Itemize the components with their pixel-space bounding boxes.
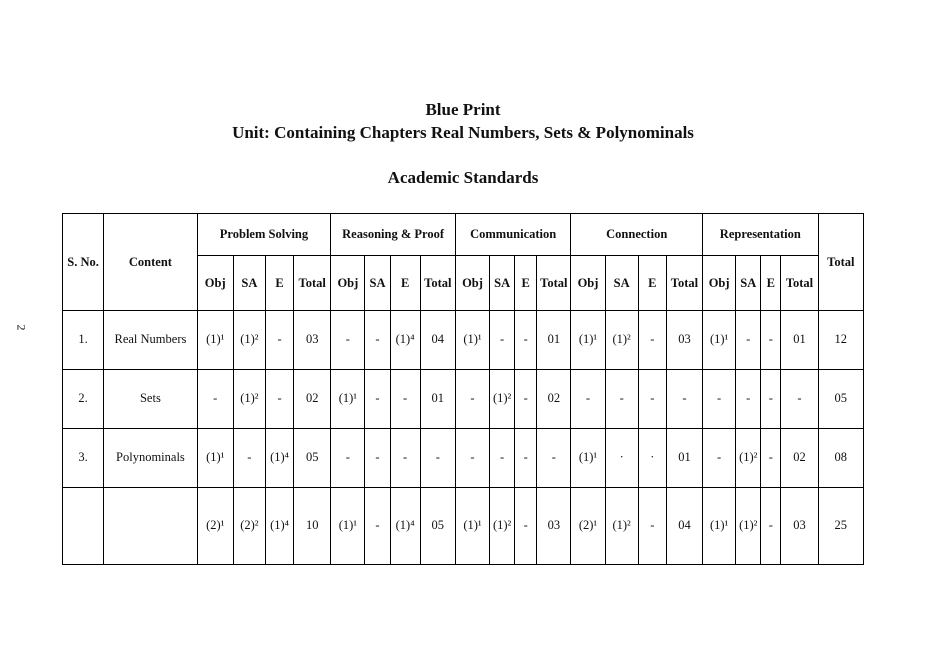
cell-value: -: [265, 369, 293, 428]
cell-value: 03: [294, 311, 331, 370]
cell-value: 10: [294, 487, 331, 564]
cell-value: 05: [294, 428, 331, 487]
cell-value: 03: [781, 487, 818, 564]
cell-value: (2)²: [233, 487, 265, 564]
table-row: [63, 428, 864, 487]
cell-value: (1)²: [736, 487, 761, 564]
cell-value: -: [736, 311, 761, 370]
cell-value: 01: [666, 428, 702, 487]
cell-value: (1)¹: [571, 311, 605, 370]
header-group: Communication: [455, 214, 571, 256]
blueprint-table: [62, 213, 864, 565]
header-group: Reasoning & Proof: [331, 214, 456, 256]
cell-value: (1)²: [233, 369, 265, 428]
cell-value: (1)⁴: [265, 428, 293, 487]
header-sno: S. No.: [63, 214, 104, 311]
cell-value: (1)²: [605, 487, 638, 564]
subheader: E: [761, 256, 781, 311]
cell-value: (1)¹: [703, 487, 736, 564]
cell-value: -: [638, 487, 666, 564]
cell-value: 01: [781, 311, 818, 370]
cell-sno: [63, 487, 104, 564]
subheader: E: [265, 256, 293, 311]
subheader: E: [390, 256, 420, 311]
cell-value: -: [455, 369, 489, 428]
page-number: 2: [14, 324, 29, 331]
cell-value: -: [761, 311, 781, 370]
cell-value: (1)¹: [197, 428, 233, 487]
header-group: Representation: [703, 214, 819, 256]
cell-value: -: [390, 369, 420, 428]
subheader: SA: [490, 256, 515, 311]
cell-value: (1)⁴: [390, 487, 420, 564]
cell-value: 01: [420, 369, 455, 428]
cell-value: -: [703, 428, 736, 487]
cell-value: 02: [294, 369, 331, 428]
cell-value: 02: [781, 428, 818, 487]
cell-value: -: [420, 428, 455, 487]
cell-value: -: [365, 369, 390, 428]
subheader: SA: [736, 256, 761, 311]
cell-total: 12: [818, 311, 863, 370]
cell-value: -: [365, 428, 390, 487]
cell-value: -: [515, 428, 537, 487]
table-row: [63, 369, 864, 428]
subheader: Obj: [455, 256, 489, 311]
cell-value: (1)¹: [455, 487, 489, 564]
cell-total: 05: [818, 369, 863, 428]
cell-value: -: [638, 369, 666, 428]
cell-value: -: [781, 369, 818, 428]
cell-total: 25: [818, 487, 863, 564]
subheader: Obj: [703, 256, 736, 311]
cell-value: ·: [638, 428, 666, 487]
cell-content: Sets: [104, 369, 197, 428]
cell-value: -: [365, 487, 390, 564]
cell-value: (1)¹: [331, 487, 365, 564]
cell-value: -: [605, 369, 638, 428]
cell-value: (1)¹: [703, 311, 736, 370]
subheader: Obj: [331, 256, 365, 311]
cell-value: 04: [666, 487, 702, 564]
header-content: Content: [104, 214, 197, 311]
subheader: Obj: [571, 256, 605, 311]
cell-value: 04: [420, 311, 455, 370]
cell-value: (1)²: [490, 369, 515, 428]
subheader: Total: [781, 256, 818, 311]
cell-value: -: [265, 311, 293, 370]
cell-value: -: [233, 428, 265, 487]
cell-value: (1)¹: [331, 369, 365, 428]
cell-value: -: [736, 369, 761, 428]
cell-value: -: [365, 311, 390, 370]
cell-value: -: [331, 428, 365, 487]
cell-value: -: [197, 369, 233, 428]
cell-sno: 3.: [63, 428, 104, 487]
cell-sno: 1.: [63, 311, 104, 370]
cell-value: -: [515, 487, 537, 564]
section-title: Academic Standards: [387, 168, 539, 187]
cell-value: 03: [537, 487, 571, 564]
cell-value: -: [666, 369, 702, 428]
cell-value: -: [761, 369, 781, 428]
cell-value: (2)¹: [197, 487, 233, 564]
subheader: E: [638, 256, 666, 311]
cell-value: 01: [537, 311, 571, 370]
subheader: Obj: [197, 256, 233, 311]
cell-value: -: [761, 487, 781, 564]
cell-value: -: [331, 311, 365, 370]
cell-value: ·: [605, 428, 638, 487]
cell-value: -: [490, 311, 515, 370]
cell-content: Polynominals: [104, 428, 197, 487]
header-group: Problem Solving: [197, 214, 331, 256]
cell-value: 03: [666, 311, 702, 370]
subheader: Total: [537, 256, 571, 311]
header-total: Total: [818, 214, 863, 311]
cell-value: 02: [537, 369, 571, 428]
cell-value: -: [537, 428, 571, 487]
cell-value: (1)¹: [197, 311, 233, 370]
cell-value: -: [490, 428, 515, 487]
cell-value: (1)²: [233, 311, 265, 370]
cell-value: (1)¹: [455, 311, 489, 370]
cell-content: [104, 487, 197, 564]
cell-value: -: [703, 369, 736, 428]
header-group: Connection: [571, 214, 703, 256]
subheader: Total: [666, 256, 702, 311]
cell-value: -: [515, 369, 537, 428]
cell-value: -: [390, 428, 420, 487]
subheader: Total: [294, 256, 331, 311]
document-subtitle: Unit: Containing Chapters Real Numbers, Sets & Polynominals: [232, 123, 694, 142]
subheader: E: [515, 256, 537, 311]
cell-value: (1)²: [736, 428, 761, 487]
subheader: SA: [365, 256, 390, 311]
cell-value: (1)²: [490, 487, 515, 564]
cell-total: 08: [818, 428, 863, 487]
subheader: SA: [605, 256, 638, 311]
document-title: Blue Print: [425, 100, 501, 119]
cell-value: 05: [420, 487, 455, 564]
cell-value: -: [571, 369, 605, 428]
subheader: Total: [420, 256, 455, 311]
cell-value: (1)²: [605, 311, 638, 370]
cell-sno: 2.: [63, 369, 104, 428]
cell-value: -: [638, 311, 666, 370]
table-row: [63, 311, 864, 370]
cell-value: (1)⁴: [265, 487, 293, 564]
table-row: [63, 487, 864, 564]
subheader: SA: [233, 256, 265, 311]
cell-value: -: [761, 428, 781, 487]
cell-value: (1)⁴: [390, 311, 420, 370]
cell-value: -: [455, 428, 489, 487]
cell-value: (2)¹: [571, 487, 605, 564]
cell-value: (1)¹: [571, 428, 605, 487]
cell-content: Real Numbers: [104, 311, 197, 370]
cell-value: -: [515, 311, 537, 370]
